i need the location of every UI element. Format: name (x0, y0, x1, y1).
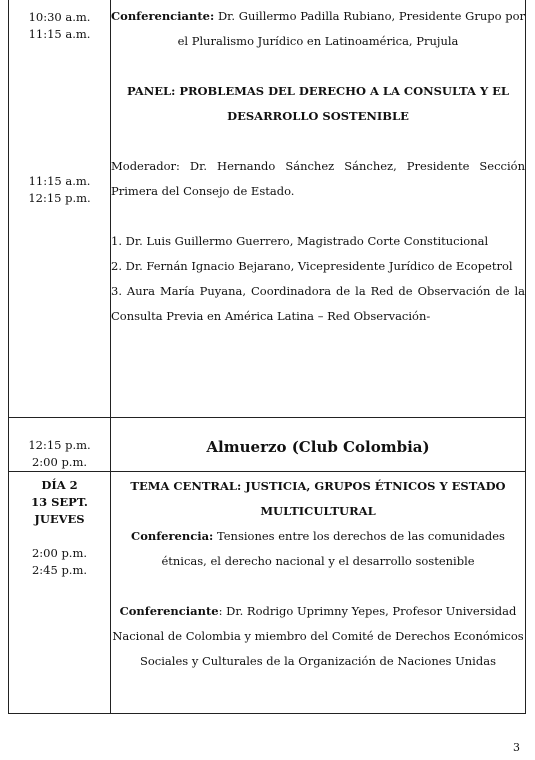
conference-text: Tensiones entre los derechos de las comunidades étnicas, el derecho nacional y el desarrollo sostenible (161, 529, 505, 568)
content-cell (111, 418, 526, 472)
agenda-table (8, 0, 526, 714)
conference-paragraph (111, 524, 525, 574)
agenda-row-1 (9, 0, 526, 418)
time-end: 2:45 p.m. (31, 563, 88, 577)
theme-title: TEMA CENTRAL: JUSTICIA, GRUPOS ÉTNICOS Y ESTADO MULTICULTURAL (130, 479, 506, 518)
speaker-text: : Dr. Rodrigo Uprimny Yepes, Profesor Universidad Nacional de Colombia y miembro del Comité de Derechos Económicos Sociales y Culturales de la Organización de Naciones Unidas (112, 604, 524, 668)
time-cell (9, 0, 111, 418)
panelist-item: 2. Dr. Fernán Ignacio Bejarano, Vicepresidente Jurídico de Ecopetrol (111, 259, 513, 273)
time-end: 11:15 a.m. (28, 27, 91, 41)
speaker-paragraph (111, 4, 525, 54)
page-number: 3 (513, 741, 520, 754)
moderator-paragraph: Moderador: Dr. Hernando Sánchez Sánchez, Presidente Sección Primera del Consejo de Estado. (111, 159, 525, 198)
speaker-paragraph (111, 599, 525, 674)
time-end: 2:00 p.m. (31, 455, 88, 469)
day-date: 13 SEPT. (31, 495, 88, 509)
panel-title: PANEL: PROBLEMAS DEL DERECHO A LA CONSULTA Y EL DESARROLLO SOSTENIBLE (126, 84, 510, 123)
agenda-row-3 (9, 472, 526, 714)
time-start: 11:15 a.m. (28, 174, 91, 188)
time-start: 12:15 p.m. (28, 438, 91, 452)
agenda-row-2 (9, 418, 526, 472)
content-cell (111, 0, 526, 418)
time-cell (9, 418, 111, 472)
time-cell (9, 472, 111, 714)
time-start: 10:30 a.m. (28, 10, 91, 24)
time-start: 2:00 p.m. (31, 546, 88, 560)
day-label: DÍA 2 (41, 478, 78, 492)
panelist-item: 1. Dr. Luis Guillermo Guerrero, Magistrado Corte Constitucional (111, 234, 489, 248)
speaker-label: Conferenciante (119, 604, 219, 618)
speaker-text: Dr. Guillermo Padilla Rubiano, Presidente Grupo por el Pluralismo Jurídico en Latinoamérica, Prujula (177, 9, 526, 48)
panelist-item: 3. Aura María Puyana, Coordinadora de la Red de Observación de la Consulta Previa en América Latina – Red Observación- (111, 284, 525, 323)
day-weekday: JUEVES (34, 512, 85, 526)
content-cell (111, 472, 526, 714)
lunch-title: Almuerzo (Club Colombia) (206, 438, 430, 456)
time-end: 12:15 p.m. (28, 191, 91, 205)
speaker-label: Conferenciante: (111, 9, 215, 23)
conference-label: Conferencia: (131, 529, 214, 543)
